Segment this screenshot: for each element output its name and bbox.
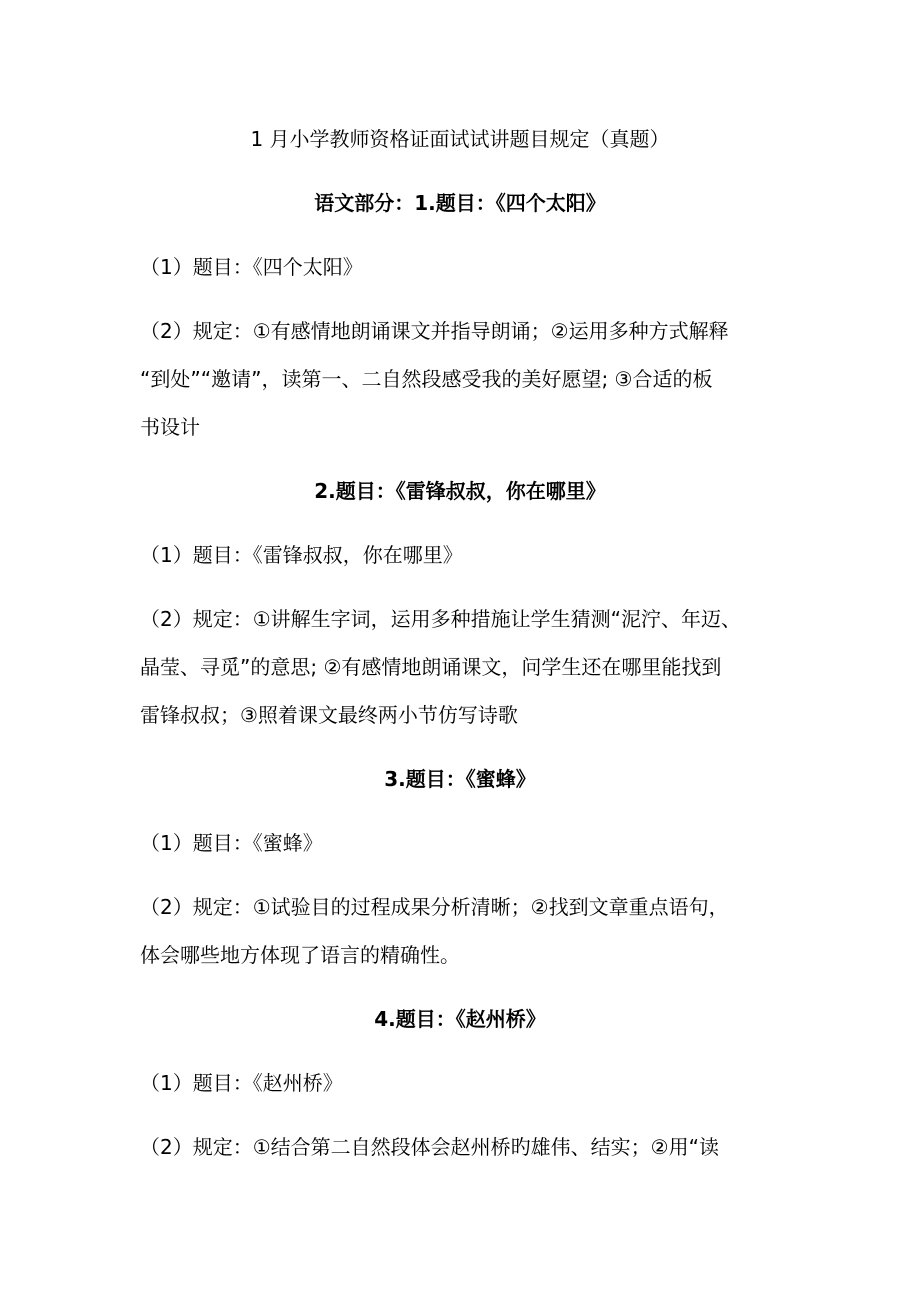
requirement-line: 晶莹、寻觅”的意思; ②有感情地朗诵课文，问学生还在哪里能找到 bbox=[140, 655, 722, 679]
section-heading: 语文部分：1.题目：《四个太阳》 bbox=[314, 191, 606, 215]
requirement-line: 书设计 bbox=[140, 415, 200, 439]
document-title: 1 月小学教师资格证面试试讲题目规定（真题） bbox=[250, 127, 670, 151]
section-heading: 4.题目：《赵州桥》 bbox=[374, 1007, 546, 1031]
section-heading: 3.题目：《蜜蜂》 bbox=[384, 767, 536, 791]
requirement-line: 体会哪些地方体现了语言的精确性。 bbox=[140, 943, 460, 967]
requirement-line: （2）规定：①讲解生字词，运用多种措施让学生猜测“泥泞、年迈、 bbox=[140, 607, 742, 631]
topic-line: （1）题目：《四个太阳》 bbox=[140, 255, 363, 279]
requirement-line: （2）规定：①试验目的过程成果分析清晰；②找到文章重点语句， bbox=[140, 895, 729, 919]
requirement-line: “到处”“邀请”，读第一、二自然段感受我的美好愿望; ③合适的板 bbox=[140, 367, 713, 391]
section-heading: 2.题目：《雷锋叔叔，你在哪里》 bbox=[314, 479, 606, 503]
requirement-line: （2）规定：①结合第二自然段体会赵州桥旳雄伟、结实；②用“读 bbox=[140, 1135, 719, 1159]
topic-line: （1）题目：《蜜蜂》 bbox=[140, 831, 323, 855]
requirement-line: 雷锋叔叔；③照着课文最终两小节仿写诗歌 bbox=[140, 703, 518, 727]
topic-line: （1）题目：《赵州桥》 bbox=[140, 1071, 343, 1095]
topic-line: （1）题目：《雷锋叔叔，你在哪里》 bbox=[140, 543, 463, 567]
requirement-line: （2）规定：①有感情地朗诵课文并指导朗诵；②运用多种方式解释 bbox=[140, 319, 729, 343]
